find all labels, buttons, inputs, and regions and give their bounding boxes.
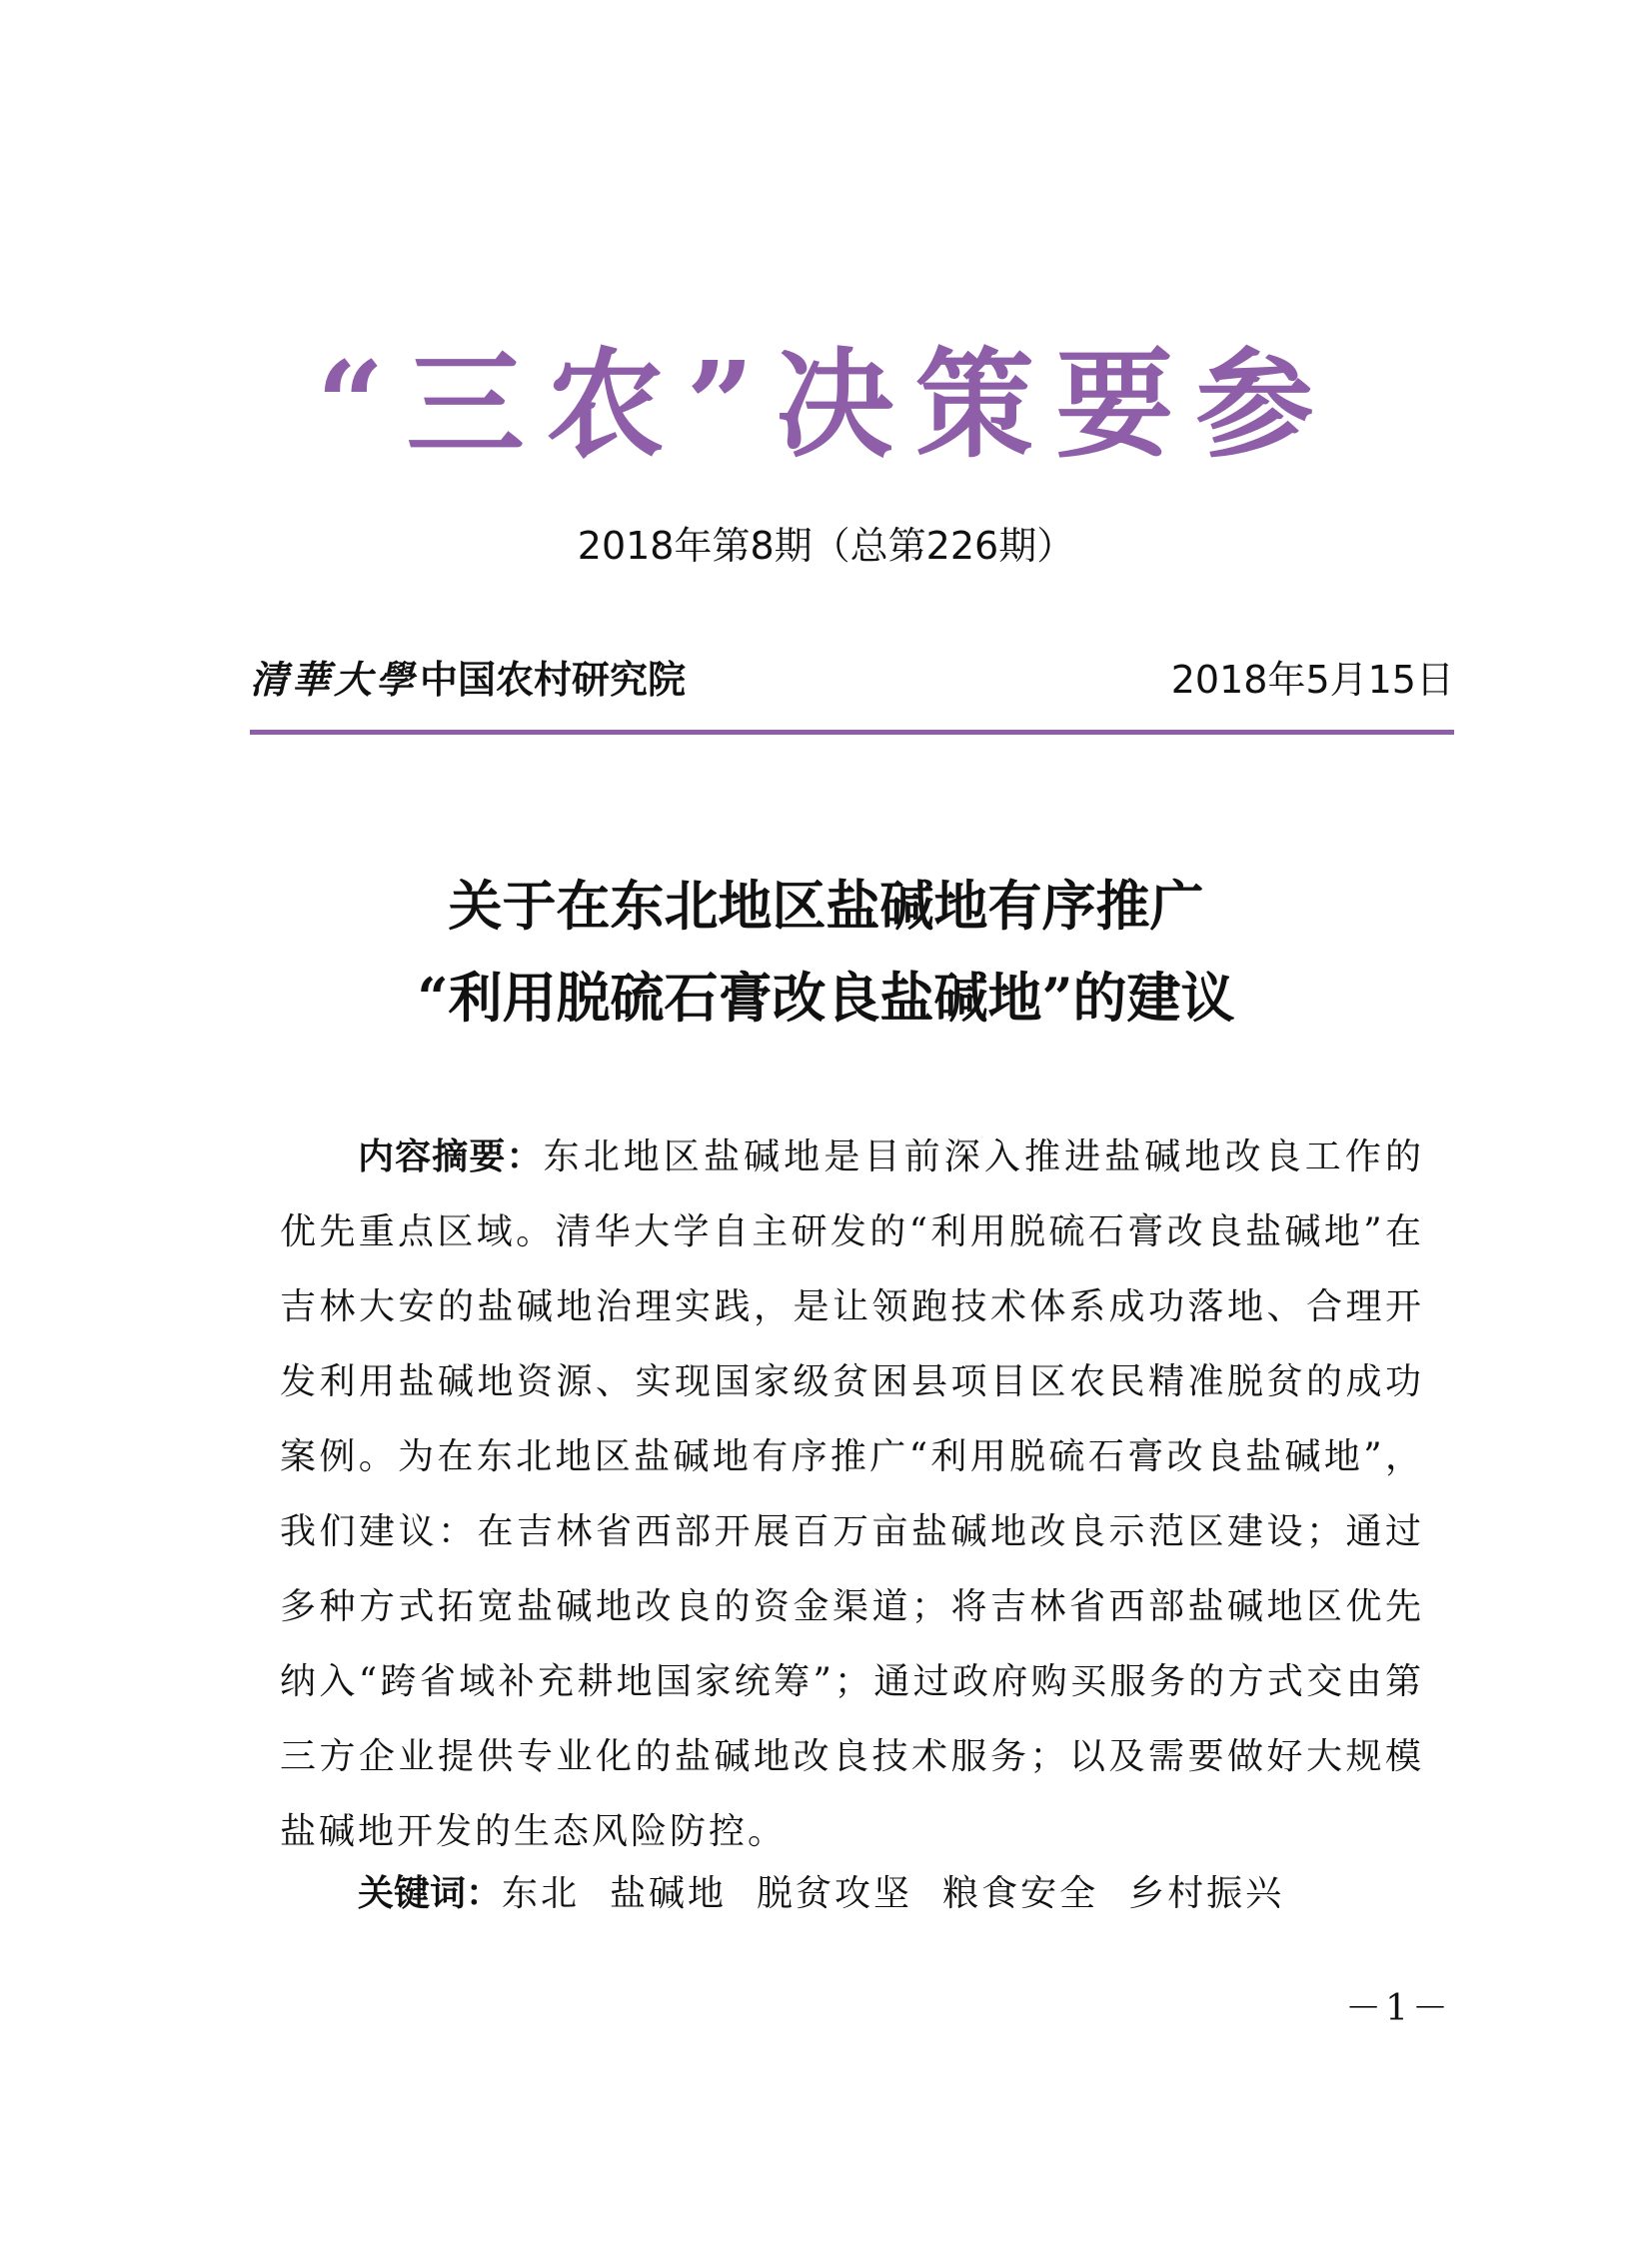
keyword: 盐碱地 [610,1873,728,1914]
institute-name: 中国农村研究院 [420,657,687,702]
header-divider [250,730,1454,735]
abstract-label: 内容摘要： [358,1136,544,1177]
article-title-line-1: 关于在东北地区盐碱地有序推广 [448,874,1204,938]
masthead-title: “三农”决策要参 [316,335,1336,474]
article-title [0,860,1652,1044]
abstract-text: 东北地区盐碱地是目前深入推进盐碱地改良工作的优先重点区域。清华大学自主研发的“利用脱硫石膏改良盐碱地”在吉林大安的盐碱地治理实践，是让领跑技术体系成功落地、合理开发利用盐碱地资源、实现国家级贫困县项目区农民精准脱贫的成功案例。为在东北地区盐碱地有序推广“利用脱硫石膏改良盐碱地”，我们建议：在吉林省西部开展百万亩盐碱地改良示范区建设；通过多种方式拓宽盐碱地改良的资金渠道；将吉林省西部盐碱地区优先纳入“跨省域补充耕地国家统筹”；通过政府购买服务的方式交由第三方企业提供专业化的盐碱地改良技术服务；以及需要做好大规模盐碱地开发的生态风险防控。 [280,1136,1424,1852]
article-title-line-2: “利用脱硫石膏改良盐碱地”的建议 [417,966,1235,1030]
keyword: 乡村振兴 [1128,1873,1285,1914]
institution-header [250,652,1454,712]
keyword: 粮食安全 [942,1873,1099,1914]
page-number: －1－ [1345,1988,1452,2029]
university-logo-text: 清華大學 [250,657,419,702]
abstract-paragraph [280,1120,1424,1869]
issue-number: 2018年第8期（总第226期） [577,524,1075,568]
keywords-label: 关键词： [358,1873,503,1914]
keyword: 脱贫攻坚 [757,1873,913,1914]
keyword: 东北 [502,1873,581,1914]
keywords-line [358,1864,1314,1924]
issue-date: 2018年5月15日 [1170,658,1454,702]
